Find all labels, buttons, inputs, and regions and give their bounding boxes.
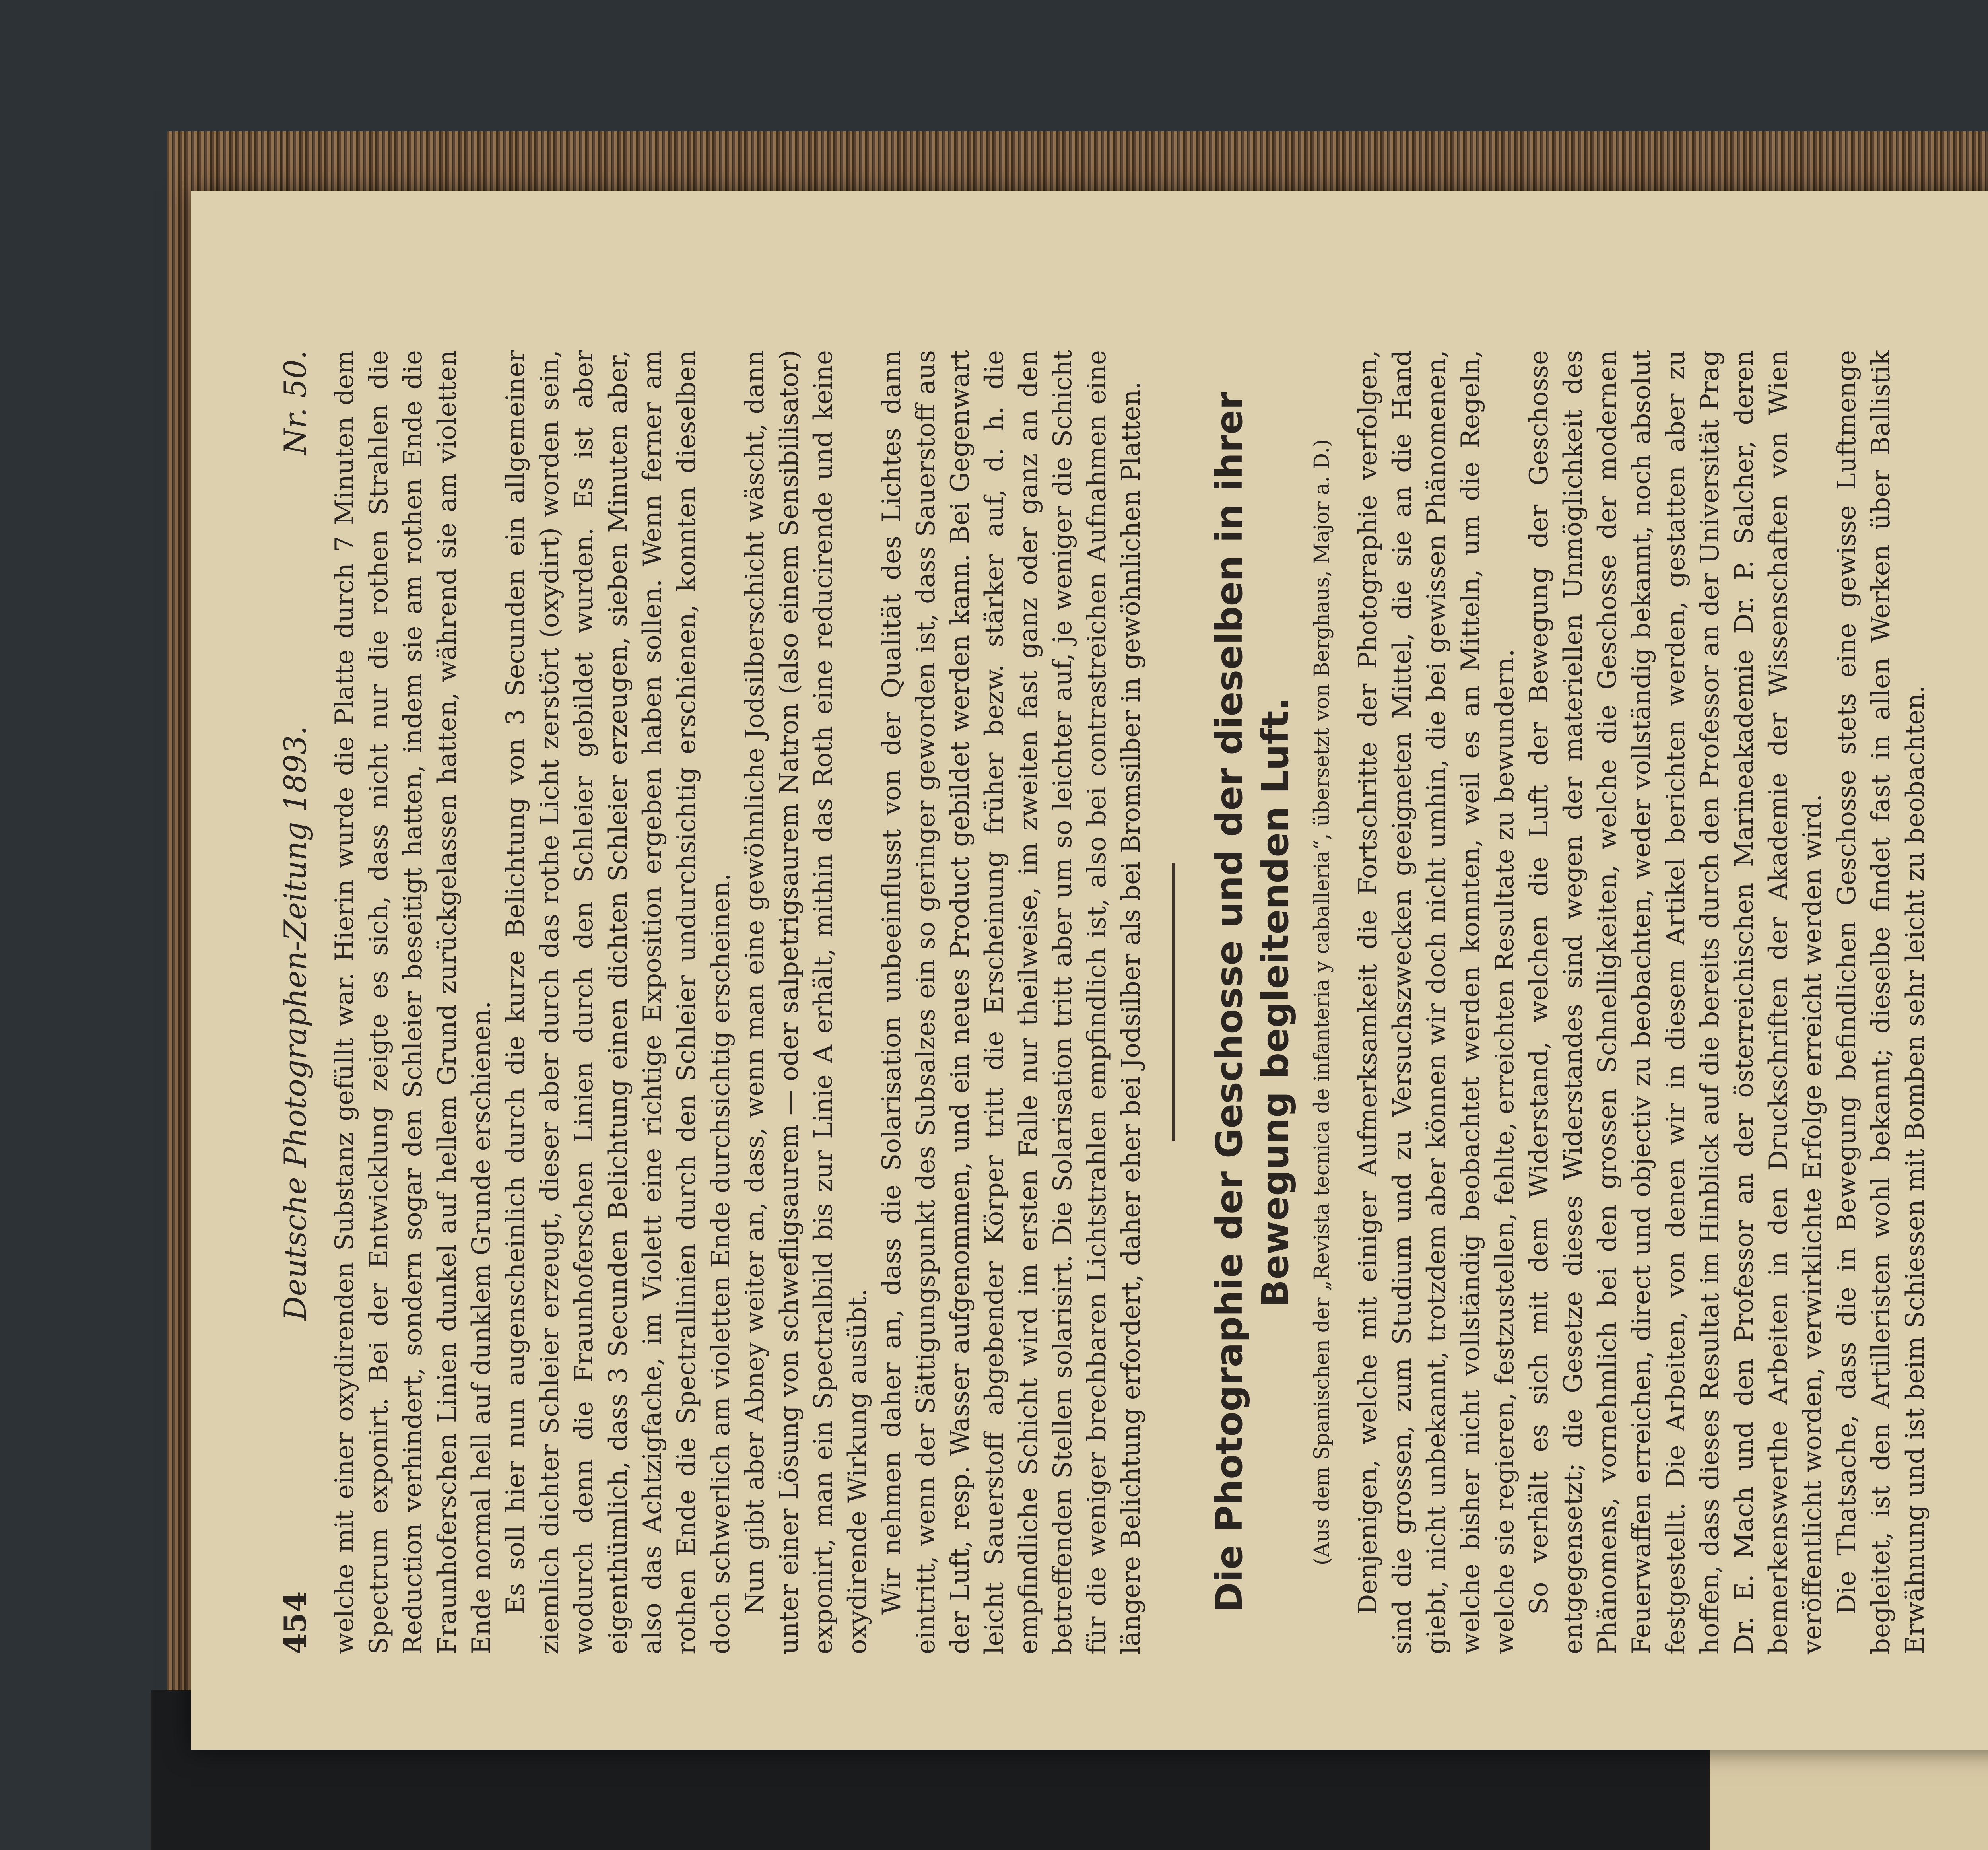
page-number: 454 <box>278 1591 313 1654</box>
issue-number: Nr. 50. <box>278 350 313 455</box>
article-title: Die Photographie der Geschosse und der dieselben in ihrer Bewegung begleitenden Luft. <box>1208 392 1297 1613</box>
article-source: (Aus dem Spanischen der „Revista tecnica de infanteria y caballeria“, übersetzt von Berghaus, Major a. D.) <box>1310 439 1334 1566</box>
article-paragraph-1: Denjenigen, welche mit einiger Aufmerksamkeit die Fortschritte der Photographie verfolgen, sind die grossen, zum Studium und zu Versuchszwecken geeigneten Mittel, die sie an die Hand giebt, nicht unbekannt, trotzdem aber können wir doch nicht umhin, die bei gewissen Phänomenen, welche bisher nicht vollständig beobachtet werden konnten, weil es an Mitteln, um die Regeln, welche sie regieren, festzustellen, fehlte, erreichten Resultate zu bewundern. <box>1353 350 1520 1654</box>
paragraph-3: Nun gibt aber Abney weiter an, dass, wenn man eine gewöhnliche Jodsilberschicht wäscht, dann unter einer Lösung von schwefligsaurem — oder salpetrigsaurem Natron (also einem Sensibilisator) exponirt, man ein Spectralbild bis zur Linie A erhält, mithin das Roth eine reducirende und keine oxydirende Wirkung ausübt. <box>740 350 872 1654</box>
paragraph-1: welche mit einer oxydirenden Substanz gefüllt war. Hierin wurde die Platte durch 7 Minuten dem Spectrum exponirt. Bei der Entwicklung zeigte es sich, dass nicht nur die rothen Strahlen die Reduction verhindert, sondern sogar den Schleier beseitigt hatten, indem sie am rothen Ende die Fraunhoferschen Linien dunkel auf hellem Grund zurückgelassen hatten, während sie am violetten Ende normal hell auf dunklem Grunde erschienen. <box>330 350 496 1654</box>
article-paragraph-3: Die Thatsache, dass die in Bewegung befindlichen Geschosse stets eine gewisse Luftmenge begleitet, ist den Artilleristen wohl bekannt; dieselbe findet fast in allen Werken über Ballistik Erwähnung und ist beim Schiessen mit Bomben sehr leicht zu beobachten. <box>1832 350 1930 1654</box>
page-text-block <box>278 350 1932 1654</box>
facing-page-edge <box>1710 1746 1988 1850</box>
rotated-page-content <box>191 191 1988 1750</box>
section-divider <box>1172 863 1175 1141</box>
journal-title: Deutsche Photographen-Zeitung 1893. <box>278 725 313 1321</box>
paragraph-2: Es soll hier nun augenscheinlich durch die kurze Belichtung von 3 Secunden ein allgemeiner ziemlich dichter Schleier erzeugt, dieser aber durch das rothe Licht zerstört (oxydirt) worden sein, wodurch denn die Fraunhoferschen Linien durch den Schleier gebildet wurden. Es ist aber eigenthümlich, dass 3 Secunden Belichtung einen dichten Schleier erzeugen, sieben Minuten aber, also das Achtzigfache, im Violett eine richtige Exposition ergeben haben sollen. Wenn ferner am rothen Ende die Spectrallinien durch den Schleier undurchsichtig erschienen, konnten dieselben doch schwerlich am violetten Ende durchsichtig erscheinen. <box>501 350 736 1654</box>
article-paragraph-2: So verhält es sich mit dem Widerstand, welchen die Luft der Bewegung der Geschosse entgegensetzt; die Gesetze dieses Widerstandes sind wegen der materiellen Unmöglichkeit des Phänomens, vornehmlich bei den grossen Schnelligkeiten, welche die Geschosse der modernen Feuerwaffen erreichen, direct und objectiv zu beobachten, weder vollständig bekannt, noch absolut festgestellt. Die Arbeiten, von denen wir in diesem Artikel berichten werden, gestatten aber zu hoffen, dass dieses Resultat im Hinblick auf die bereits durch den Professor an der Universität Prag Dr. E. Mach und den Professor an der österreichischen Marineakademie Dr. P. Salcher, deren bemerkenswerthe Arbeiten in den Druckschriften der Akademie der Wissenschaften von Wien veröffentlicht worden, verwirklichte Erfolge erreicht werden wird. <box>1524 350 1827 1654</box>
paragraph-4: Wir nehmen daher an, dass die Solarisation unbeeinflusst von der Qualität des Lichtes dann eintritt, wenn der Sättigungspunkt des Subsalzes ein so geringer geworden ist, dass Sauerstoff aus der Luft, resp. Wasser aufgenommen, und ein neues Product gebildet werden kann. Bei Gegenwart leicht Sauerstoff abgebender Körper tritt die Erscheinung früher bezw. stärker auf, d. h. die empfindliche Schicht wird im ersten Falle nur theilweise, im zweiten fast ganz oder ganz an den betreffenden Stellen solarisirt. Die Solarisation tritt aber um so leichter auf, je weniger die Schicht für die weniger brechbaren Lichtstrahlen empfindlich ist, also bei contrastreichen Aufnahmen eine längere Belichtung erfordert, daher eher bei Jodsilber als bei Bromsilber in gewöhnlichen Platten. <box>877 350 1146 1654</box>
running-header <box>278 350 313 1654</box>
